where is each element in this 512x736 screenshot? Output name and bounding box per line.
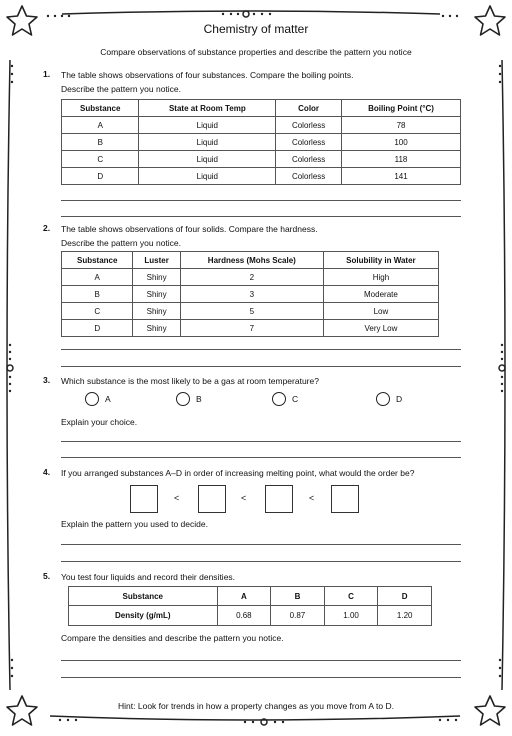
table-cell: Low	[323, 303, 438, 320]
table-row	[62, 303, 439, 320]
question-number: 5.	[43, 571, 51, 581]
row-header: Density (g/mL)	[69, 606, 218, 626]
table-row	[62, 269, 439, 286]
table-cell: B	[62, 286, 133, 303]
question-number: 3.	[43, 375, 51, 385]
column-header: State at Room Temp	[139, 100, 276, 117]
column-header: Substance	[62, 252, 133, 269]
column-header: Boiling Point (°C)	[342, 100, 461, 117]
order-answer-box[interactable]	[331, 485, 359, 513]
answer-line[interactable]	[61, 216, 461, 217]
density-table	[68, 586, 432, 626]
table-cell: High	[323, 269, 438, 286]
table-cell: 141	[342, 168, 461, 185]
table-cell: Shiny	[133, 286, 180, 303]
question-line: Describe the pattern you notice.	[61, 84, 182, 94]
explain-prompt: Compare the densities and describe the pattern you notice.	[61, 633, 284, 643]
question-line: Describe the pattern you notice.	[61, 238, 182, 248]
table-cell: D	[62, 320, 133, 337]
table-cell: D	[62, 168, 139, 185]
table-cell: 5	[180, 303, 323, 320]
option-label: D	[396, 394, 403, 404]
explain-prompt: Explain your choice.	[61, 417, 138, 427]
table-cell: Colorless	[276, 168, 342, 185]
answer-line[interactable]	[61, 457, 461, 458]
table-row	[69, 606, 432, 626]
question-line: The table shows observations of four solids. Compare the hardness.	[61, 224, 318, 234]
table-cell: Liquid	[139, 134, 276, 151]
radio-circle-icon	[376, 392, 390, 406]
question-number: 4.	[43, 467, 51, 477]
question-line: The table shows observations of four substances. Compare the boiling points.	[61, 70, 354, 80]
question-number: 2.	[43, 223, 51, 233]
table-cell: Liquid	[139, 168, 276, 185]
less-than-symbol: <	[309, 493, 315, 503]
table-cell: 78	[342, 117, 461, 134]
table-cell: 1.20	[378, 606, 432, 626]
table-row	[62, 151, 461, 168]
page-subtitle: Compare observations of substance properties and describe the pattern you notice	[100, 47, 412, 57]
answer-line[interactable]	[61, 441, 461, 442]
table-cell: Very Low	[323, 320, 438, 337]
table-cell: Shiny	[133, 320, 180, 337]
question-5-text: You test four liquids and record their densities.	[61, 572, 236, 582]
option-label: C	[292, 394, 299, 404]
column-header: Luster	[133, 252, 180, 269]
radio-circle-icon	[272, 392, 286, 406]
column-header: Hardness (Mohs Scale)	[180, 252, 323, 269]
table-cell: 7	[180, 320, 323, 337]
column-header: B	[271, 587, 325, 606]
table-cell: 100	[342, 134, 461, 151]
question-number: 1.	[43, 69, 51, 79]
explain-prompt: Explain the pattern you used to decide.	[61, 519, 208, 529]
table-cell: 0.68	[217, 606, 271, 626]
order-answer-box[interactable]	[198, 485, 226, 513]
question-1-text	[61, 68, 353, 96]
table-row	[62, 134, 461, 151]
table-header-row	[62, 100, 461, 117]
table-cell: 2	[180, 269, 323, 286]
table-cell: C	[62, 303, 133, 320]
table-row	[62, 117, 461, 134]
question-4-text: If you arranged substances A–D in order of increasing melting point, what would the order be?	[61, 468, 415, 478]
table-cell: Shiny	[133, 303, 180, 320]
boiling-point-table	[61, 99, 461, 185]
answer-line[interactable]	[61, 200, 461, 201]
less-than-symbol: <	[174, 493, 180, 503]
answer-line[interactable]	[61, 660, 461, 661]
question-2-text	[61, 222, 318, 250]
column-header: A	[217, 587, 271, 606]
table-cell: Colorless	[276, 134, 342, 151]
table-cell: Shiny	[133, 269, 180, 286]
option-label: A	[105, 394, 111, 404]
table-cell: A	[62, 269, 133, 286]
table-header-row	[62, 252, 439, 269]
column-header: D	[378, 587, 432, 606]
answer-line[interactable]	[61, 677, 461, 678]
table-row	[62, 320, 439, 337]
column-header: Substance	[62, 100, 139, 117]
option-c-radio[interactable]	[272, 392, 298, 406]
answer-line[interactable]	[61, 544, 461, 545]
answer-line[interactable]	[61, 366, 461, 367]
order-answer-box[interactable]	[265, 485, 293, 513]
table-cell: C	[62, 151, 139, 168]
column-header: Color	[276, 100, 342, 117]
table-cell: Liquid	[139, 151, 276, 168]
table-cell: B	[62, 134, 139, 151]
table-cell: 3	[180, 286, 323, 303]
hardness-table	[61, 251, 439, 337]
column-header: Substance	[69, 587, 218, 606]
radio-circle-icon	[85, 392, 99, 406]
option-d-radio[interactable]	[376, 392, 402, 406]
radio-circle-icon	[176, 392, 190, 406]
page-title: Chemistry of matter	[203, 22, 309, 36]
table-cell: Liquid	[139, 117, 276, 134]
less-than-symbol: <	[241, 493, 247, 503]
option-a-radio[interactable]	[85, 392, 111, 406]
table-cell: A	[62, 117, 139, 134]
table-cell: 118	[342, 151, 461, 168]
question-3-text: Which substance is the most likely to be a gas at room temperature?	[61, 376, 319, 386]
table-cell: 0.87	[271, 606, 325, 626]
column-header: Solubility in Water	[323, 252, 438, 269]
table-cell: Moderate	[323, 286, 438, 303]
table-row	[62, 168, 461, 185]
option-label: B	[196, 394, 202, 404]
answer-line[interactable]	[61, 561, 461, 562]
table-cell: 1.00	[324, 606, 378, 626]
hint-text: Hint: Look for trends in how a property changes as you move from A to D.	[118, 701, 394, 711]
column-header: C	[324, 587, 378, 606]
table-cell: Colorless	[276, 151, 342, 168]
table-row	[62, 286, 439, 303]
table-cell: Colorless	[276, 117, 342, 134]
order-answer-box[interactable]	[130, 485, 158, 513]
answer-line[interactable]	[61, 349, 461, 350]
table-header-row	[69, 587, 432, 606]
option-b-radio[interactable]	[176, 392, 202, 406]
